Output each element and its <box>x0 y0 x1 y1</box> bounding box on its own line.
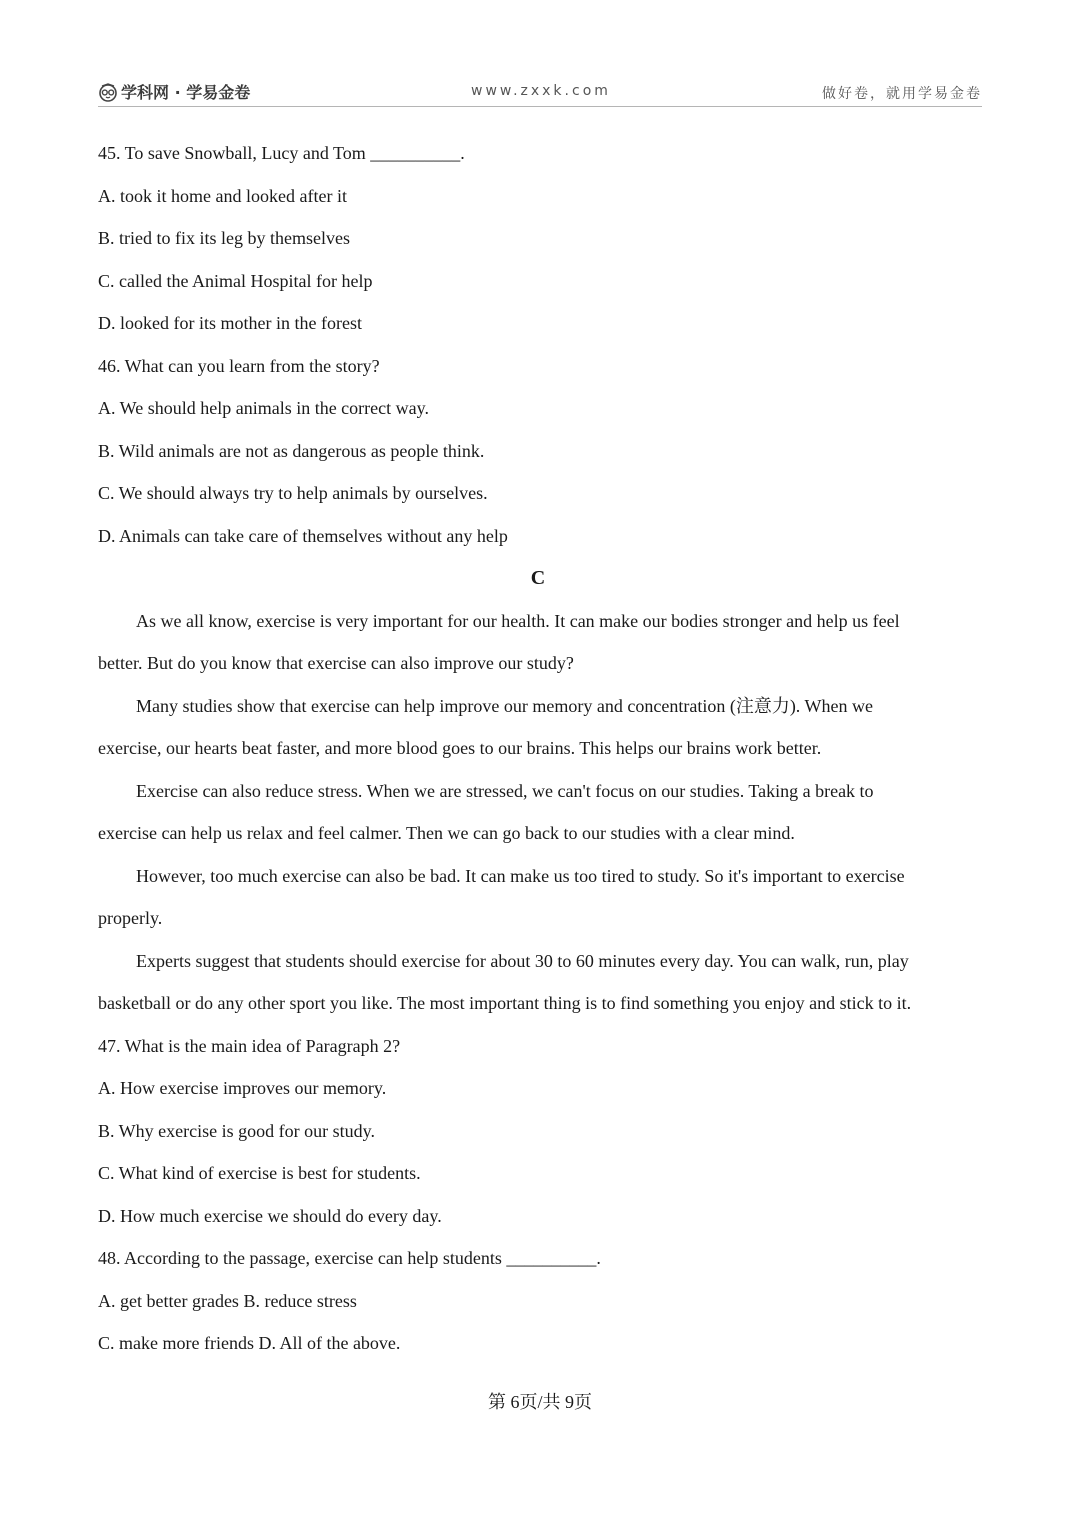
site-url: www.zxxk.com <box>471 83 611 99</box>
text-line: properly. <box>98 908 163 928</box>
text-line: basketball or do any other sport you like. The most important thing is to find something you enjoy and stick to it. <box>98 993 912 1013</box>
owl-logo-icon <box>98 82 118 102</box>
text-line: D. looked for its mother in the forest <box>98 313 362 333</box>
text-line: 46. What can you learn from the story? <box>98 355 380 376</box>
text-line: As we all know, exercise is very important for our health. It can make our bodies stronger and help us feel <box>136 610 900 631</box>
text-line: C. We should always try to help animals by ourselves. <box>98 483 488 503</box>
text-line: A. took it home and looked after it <box>98 185 347 206</box>
text-line: A. How exercise improves our memory. <box>98 1078 387 1098</box>
text-line: C. make more friends D. All of the above. <box>98 1333 401 1353</box>
text-line: A. We should help animals in the correct way. <box>98 398 429 418</box>
text-line: B. Wild animals are not as dangerous as people think. <box>98 440 485 461</box>
text-line: Experts suggest that students should exercise for about 30 to 60 minutes every day. You can walk, run, play <box>136 950 909 971</box>
page-number: 第 6页/共 9页 <box>487 1392 592 1412</box>
document-body <box>98 132 978 1365</box>
text-line: D. How much exercise we should do every day. <box>98 1205 442 1226</box>
text-line: A. get better grades B. reduce stress <box>98 1290 357 1311</box>
text-line: 48. According to the passage, exercise can help students __________. <box>98 1248 601 1268</box>
text-line: However, too much exercise can also be bad. It can make us too tired to study. So it's important to exercise <box>136 865 905 886</box>
section-title: C <box>530 567 546 589</box>
text-line: B. tried to fix its leg by themselves <box>98 228 350 248</box>
text-line: 45. To save Snowball, Lucy and Tom __________. <box>98 143 465 163</box>
text-line: D. Animals can take care of themselves without any help <box>98 525 508 546</box>
text-line: 47. What is the main idea of Paragraph 2? <box>98 1035 401 1056</box>
text-line: exercise can help us relax and feel calmer. Then we can go back to our studies with a clear mind. <box>98 823 795 843</box>
logo-text: 学科网 · 学易金卷 <box>121 83 251 102</box>
text-line: Exercise can also reduce stress. When we are stressed, we can't focus on our studies. Taking a break to <box>136 780 874 801</box>
header-slogan: 做好卷，就用学易金卷 <box>822 86 982 102</box>
site-logo <box>98 80 250 103</box>
text-line: C. called the Animal Hospital for help <box>98 270 373 291</box>
text-line: exercise, our hearts beat faster, and more blood goes to our brains. This helps our brains work better. <box>98 738 822 758</box>
page-header <box>98 76 982 107</box>
text-line: B. Why exercise is good for our study. <box>98 1120 375 1141</box>
text-line: C. What kind of exercise is best for students. <box>98 1163 421 1183</box>
text-line: better. But do you know that exercise can also improve our study? <box>98 653 574 673</box>
text-line: Many studies show that exercise can help improve our memory and concentration (注意力). When we <box>136 695 873 716</box>
